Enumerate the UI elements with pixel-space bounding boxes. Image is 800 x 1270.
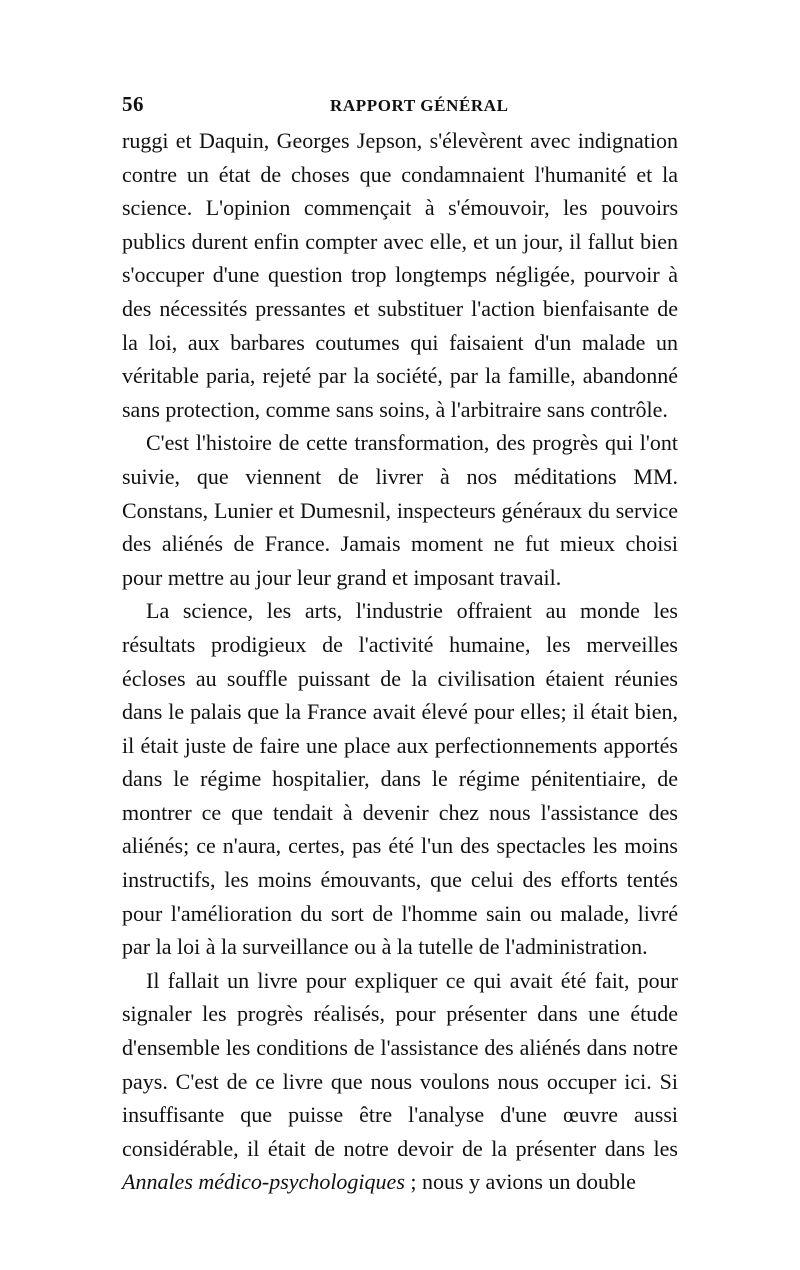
paragraph-2: C'est l'histoire de cette transformation, des progrès qui l'ont suivie, que viennent de livrer à nos méditations MM. Constans, Lunier et Dumesnil, inspecteurs généraux du service des aliénés de France. Jamais moment ne fut mieux choisi pour mettre au jour leur grand et imposant travail. <box>122 430 678 590</box>
body-text <box>122 124 678 1199</box>
paragraph-4-text-before: Il fallait un livre pour expliquer ce qui avait été fait, pour signaler les progrès réalisés, pour présenter dans une étude d'ensemble les conditions de l'assistance des aliénés dans notre pays. C'est de ce livre que nous voulons nous occuper ici. Si insuffisante que puisse être l'analyse d'une œuvre aussi considérable, il était de notre devoir de la présenter dans les <box>122 967 678 1161</box>
journal-title: Annales médico-psychologiques <box>122 1169 405 1195</box>
paragraph-4 <box>122 964 678 1199</box>
page-header <box>122 92 678 122</box>
paragraph-3: La science, les arts, l'industrie offraient au monde les résultats prodigieux de l'activité humaine, les merveilles écloses au souffle puissant de la civilisation étaient réunies dans le palais que la France avait élevé pour elles; il était bien, il était juste de faire une place aux perfectionnements apportés dans le régime hospitalier, dans le régime pénitentiaire, de montrer ce que tendait à devenir chez nous l'assistance des aliénés; ce n'aura, certes, pas été l'un des spectacles les moins instructifs, les moins émouvants, que celui des efforts tentés pour l'amélioration du sort de l'homme sain ou malade, livré par la loi à la surveillance ou à la tutelle de l'administration. <box>122 598 678 960</box>
paragraph-4-text-after: ; nous y avions un double <box>404 1169 636 1195</box>
page-number: 56 <box>122 92 144 116</box>
running-title: RAPPORT GÉNÉRAL <box>330 96 509 115</box>
paragraph-1: ruggi et Daquin, Georges Jepson, s'élevèrent avec indignation contre un état de choses que condamnaient l'humanité et la science. L'opinion commençait à s'émouvoir, les pouvoirs publics durent enfin compter avec elle, et un jour, il fallut bien s'occuper d'une question trop longtemps négligée, pourvoir à des nécessités pressantes et substituer l'action bienfaisante de la loi, aux barbares coutumes qui faisaient d'un malade un véritable paria, rejeté par la société, par la famille, abandonné sans protection, comme sans soins, à l'arbitraire sans contrôle. <box>122 128 678 422</box>
